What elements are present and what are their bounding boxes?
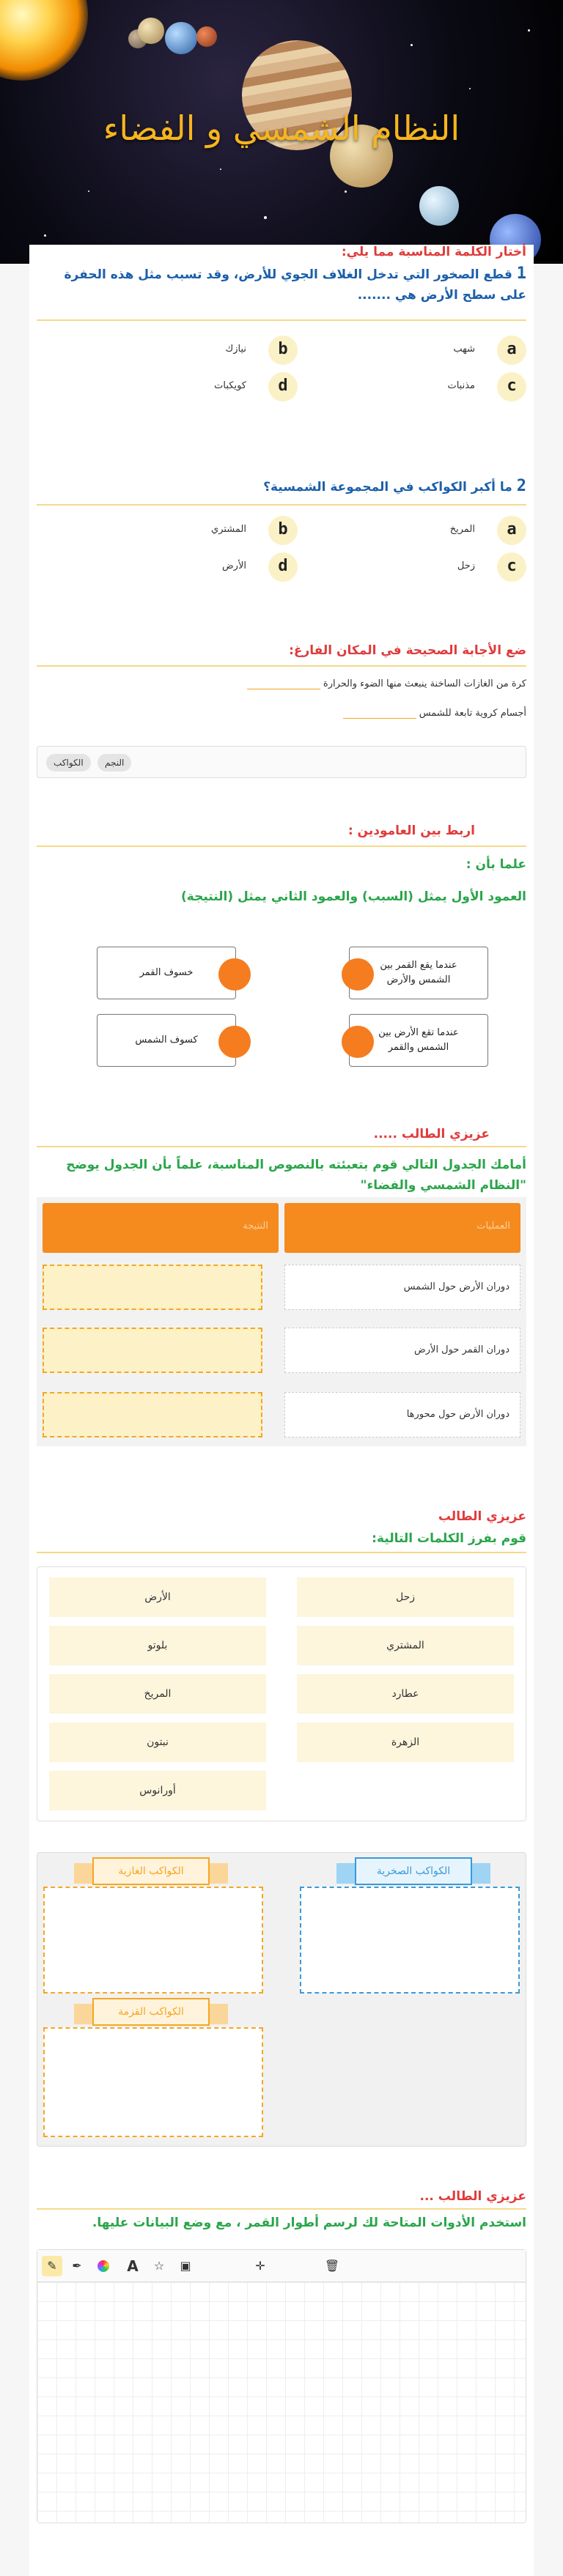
q1-option-d[interactable] — [78, 372, 298, 400]
divider — [37, 1552, 526, 1553]
option-letter: a — [497, 516, 526, 545]
q3-line-1 — [241, 678, 526, 689]
table-row-2: دوران القمر حول الأرض — [284, 1328, 520, 1373]
word-item[interactable]: نبتون — [49, 1722, 266, 1762]
q1-text — [43, 264, 526, 306]
q3-blank-1[interactable] — [247, 679, 320, 689]
word-item[interactable]: أورانوس — [49, 1771, 266, 1810]
q6-classification-area — [37, 1852, 526, 2147]
banner-image — [0, 0, 563, 264]
divider — [37, 665, 526, 667]
word-item[interactable]: الأرض — [49, 1577, 266, 1617]
chip-star[interactable]: النجم — [97, 754, 131, 771]
move-icon[interactable]: ✛ — [255, 2259, 265, 2273]
result-drop-2[interactable] — [43, 1328, 262, 1373]
option-label: كويكبات — [214, 380, 246, 391]
q1-option-c[interactable] — [306, 372, 526, 400]
q5-table — [37, 1197, 526, 1446]
cause-connector-1[interactable] — [342, 958, 374, 991]
divider — [37, 319, 526, 321]
option-label: زحل — [457, 560, 475, 571]
drawing-grid[interactable] — [37, 2282, 526, 2523]
divider — [37, 1146, 526, 1147]
option-letter: c — [497, 372, 526, 401]
text-icon[interactable]: A — [127, 2257, 139, 2275]
word-item[interactable]: زحل — [297, 1577, 514, 1617]
option-label: المشتري — [211, 524, 246, 535]
word-item[interactable]: المريخ — [49, 1674, 266, 1714]
q3-line-text: أجسام كروية تابعة للشمس — [419, 708, 526, 719]
divider — [37, 845, 526, 847]
effect-box-1[interactable]: خسوف القمر — [97, 947, 236, 999]
venus — [138, 18, 164, 44]
shape-star-icon[interactable]: ☆ — [153, 2259, 165, 2273]
trash-icon[interactable]: 🗑 — [324, 2259, 340, 2273]
q2-option-b[interactable] — [78, 516, 298, 544]
drawing-canvas[interactable] — [37, 2249, 526, 2523]
star — [88, 190, 89, 192]
q6-text: قوم بفرز الكلمات التالية: — [372, 1531, 526, 1546]
word-item[interactable]: المشتري — [297, 1626, 514, 1665]
table-header-processes: العمليات — [284, 1203, 520, 1253]
option-label: نيازك — [225, 344, 246, 355]
cause-box-1[interactable]: عندما يقع القمر بين الشمس والأرض — [349, 947, 488, 999]
ribbon-dwarf — [74, 1994, 228, 2030]
content-card — [29, 245, 534, 2576]
word-item[interactable]: عطارد — [297, 1674, 514, 1714]
option-label: الأرض — [221, 560, 246, 571]
option-label: شهب — [453, 344, 475, 355]
star — [264, 216, 267, 219]
q1-header: أختار الكلمة المناسبة مما يلي: — [341, 245, 526, 259]
q5-text: أمامك الجدول التالي قوم بتعبئته بالنصوص المناسبة، علماً بأن الجدول يوضح "النظام الشمسي والفضاء" — [66, 1158, 526, 1193]
table-row-3: دوران الأرض حول محورها — [284, 1392, 520, 1437]
star — [469, 88, 471, 89]
table-row-1: دوران الأرض حول الشمس — [284, 1265, 520, 1310]
q3-blank-2[interactable] — [343, 708, 416, 719]
star — [411, 44, 413, 46]
q3-line-text: كرة من الغازات الساخنة ينبعث منها الضوء والحرارة — [323, 678, 526, 689]
q2-number: 2 — [516, 477, 526, 495]
table-header-result: النتيجة — [43, 1203, 279, 1253]
star — [220, 169, 221, 170]
q3-line-2 — [337, 708, 526, 719]
drawing-toolbar — [37, 2250, 526, 2282]
option-letter: c — [497, 552, 526, 582]
q2-option-c[interactable] — [306, 552, 526, 580]
pen-icon[interactable]: ✒ — [72, 2259, 82, 2273]
ribbon-gas — [74, 1853, 228, 1890]
q7-greeting: عزيزي الطالب ... — [419, 2189, 526, 2204]
ribbon-rocky — [336, 1853, 490, 1890]
star — [528, 29, 530, 32]
option-letter: b — [268, 516, 298, 545]
option-letter: b — [268, 336, 298, 365]
group-label-gas: الكواكب الغازية — [92, 1857, 210, 1885]
effect-connector-1[interactable] — [218, 958, 251, 991]
option-letter: a — [497, 336, 526, 365]
q4-desc: العمود الأول يمثل (السبب) والعمود الثاني يمثل (النتيجة) — [181, 889, 526, 904]
q2-option-d[interactable] — [78, 552, 298, 580]
q4-note: علما بأن : — [466, 857, 526, 872]
dropzone-gas-planets[interactable] — [43, 1887, 263, 1994]
mars — [196, 26, 217, 47]
option-label: المريخ — [449, 524, 475, 535]
effect-box-2[interactable]: كسوف الشمس — [97, 1014, 236, 1067]
q2-question: ما أكبر الكواكب في المجموعة الشمسية؟ — [263, 480, 512, 495]
result-drop-1[interactable] — [43, 1265, 262, 1310]
q6-word-bank — [37, 1566, 526, 1821]
q3-header: ضع الأجابة الصحيحة في المكان الفارغ: — [289, 643, 526, 658]
q6-greeting: عزيزي الطالب — [438, 1509, 526, 1524]
color-picker-icon[interactable] — [93, 2256, 114, 2276]
star — [345, 190, 347, 193]
q1-option-a[interactable] — [306, 336, 526, 363]
sun — [0, 0, 88, 81]
cause-connector-2[interactable] — [342, 1026, 374, 1058]
q1-option-b[interactable] — [78, 336, 298, 363]
word-item[interactable]: الزهرة — [297, 1722, 514, 1762]
q2-text — [43, 476, 526, 497]
cause-box-2[interactable]: عندما تقع الأرض بين الشمس والقمر — [349, 1014, 488, 1067]
divider — [37, 2208, 526, 2210]
q2-option-a[interactable] — [306, 516, 526, 544]
q1-number: 1 — [516, 264, 526, 283]
q3-word-bank — [37, 746, 526, 778]
q1-question: قطع الصخور التي تدخل الغلاف الجوي للأرض، وقد تسبب مثل هذه الحفرة على سطح الأرض هي ....... — [64, 267, 526, 303]
chip-planets[interactable]: الكواكب — [46, 754, 91, 771]
earth — [165, 22, 197, 54]
option-label: مذنبات — [447, 380, 475, 391]
page-title: النظام الشمسي و الفضاء — [103, 108, 460, 148]
q4-header: اربط بين العامودين : — [347, 823, 475, 838]
star — [44, 234, 46, 237]
q7-text: استخدم الأدوات المتاحة لك لرسم أطوار القمر ، مع وضع البيانات عليها. — [92, 2216, 526, 2230]
option-letter: d — [268, 372, 298, 401]
result-drop-3[interactable] — [43, 1392, 262, 1437]
group-label-rocky: الكواكب الصخرية — [355, 1857, 472, 1885]
image-icon[interactable]: ▣ — [180, 2259, 191, 2273]
option-letter: d — [268, 552, 298, 582]
group-label-dwarf: الكواكب القزمة — [92, 1998, 210, 2026]
pencil-icon[interactable]: ✎ — [42, 2256, 62, 2276]
divider — [37, 504, 526, 506]
word-item[interactable]: بلوتو — [49, 1626, 266, 1665]
q5-greeting: عزيزي الطالب ..... — [373, 1127, 490, 1141]
dropzone-rocky-planets[interactable] — [300, 1887, 520, 1994]
uranus — [419, 186, 459, 226]
dropzone-dwarf-planets[interactable] — [43, 2027, 263, 2137]
effect-connector-2[interactable] — [218, 1026, 251, 1058]
